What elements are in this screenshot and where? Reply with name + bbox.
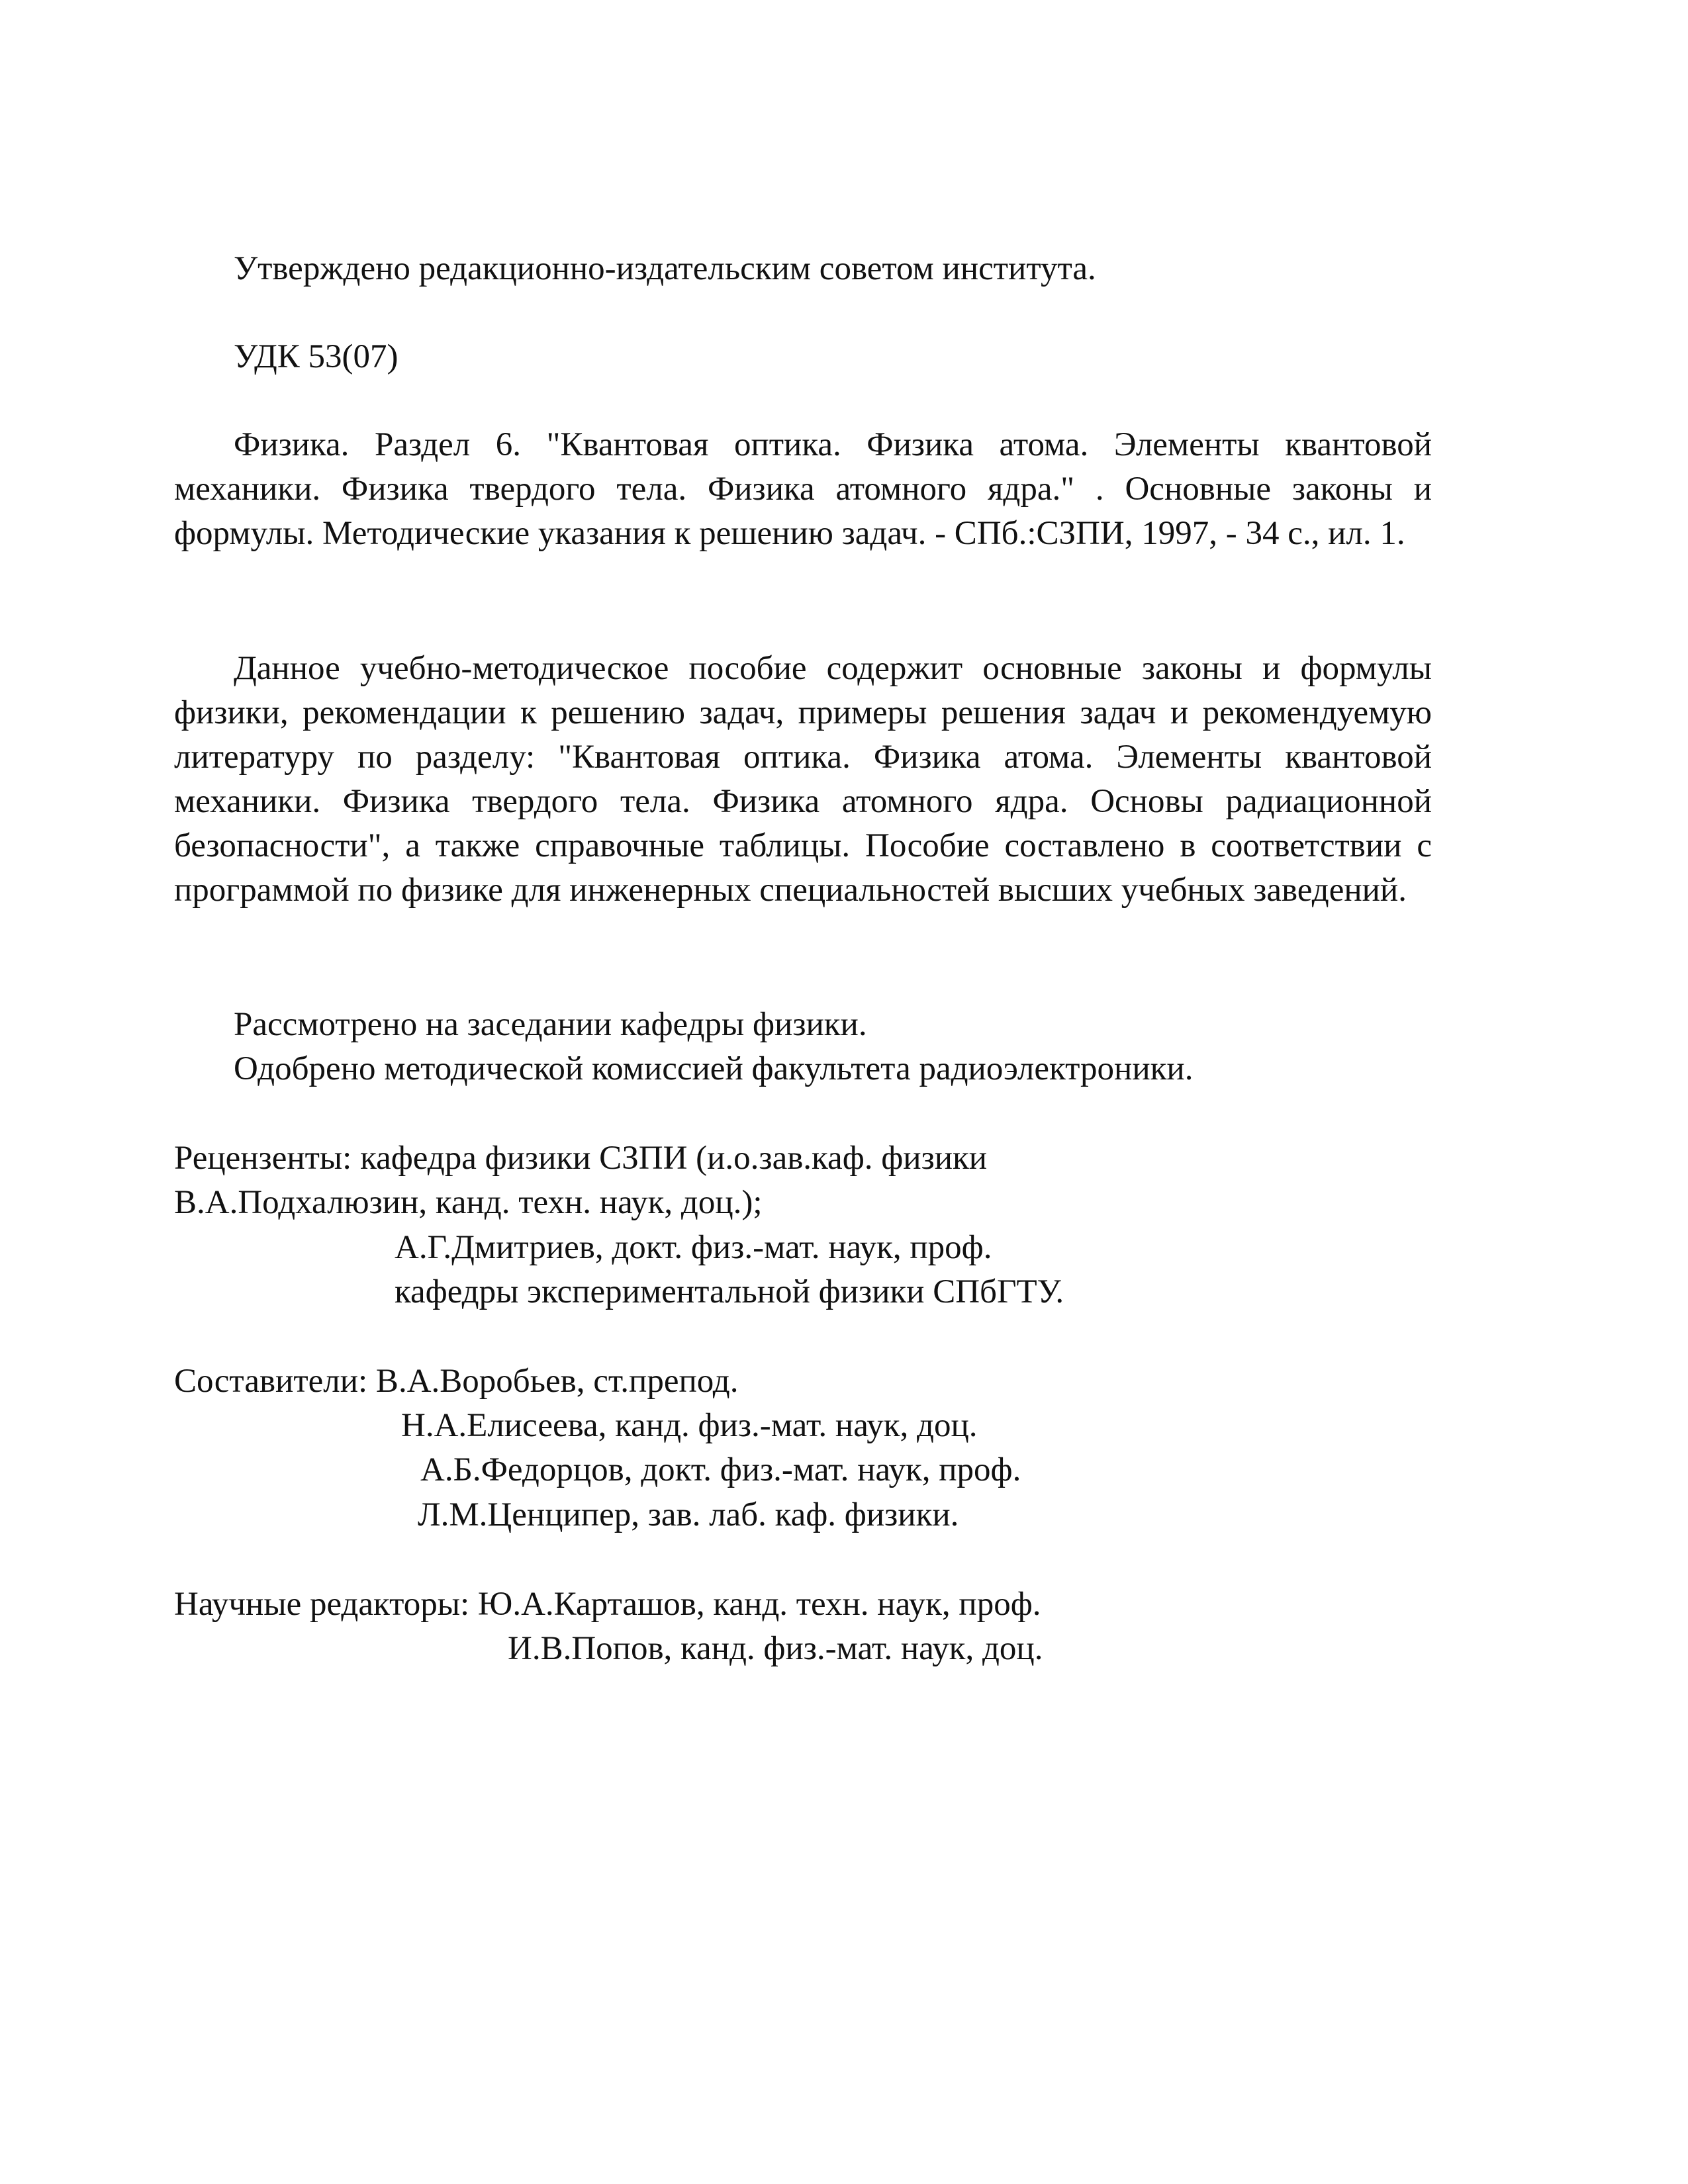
compilers-line-1: Составители: В.А.Воробьев, ст.препод. [174,1363,739,1400]
udk-code: УДК 53(07) [234,338,399,375]
reviewers-line-3: А.Г.Дмитриев, докт. физ.-мат. наук, проф. [395,1229,992,1266]
editors-line-1: Научные редакторы: Ю.А.Карташов, канд. техн. наук, проф. [174,1586,1041,1623]
approved-line: Одобрено методической комиссией факультета радиоэлектроники. [234,1050,1194,1087]
editors-line-2: И.В.Попов, канд. физ.-мат. наук, доц. [508,1630,1043,1667]
abstract-paragraph [174,647,1432,913]
compilers-line-3: А.Б.Федорцов, докт. физ.-мат. наук, проф. [420,1451,1021,1488]
compilers-line-4: Л.М.Ценципер, зав. лаб. каф. физики. [418,1496,959,1533]
abstract-text: Данное учебно-методическое пособие содержит основные законы и формулы физики, рекомендации к решению задач, примеры решения задач и рекомендуемую литературу по разделу: "Квантовая оптика. Физика атома. Элементы квантовой механики. Физика твердого тела. Физика атомного ядра. Основы радиационной безопасности", а также справочные таблицы. Пособие составлено в соответствии с программой по физике для инженерных специальностей высших учебных заведений. [174,650,1432,909]
reviewers-line-4: кафедры экспериментальной физики СПбГТУ. [395,1273,1064,1310]
citation-text: Физика. Раздел 6. "Квантовая оптика. Физика атома. Элементы квантовой механики. Физика твердого тела. Физика атомного ядра." . Основные законы и формулы. Методические указания к решению задач. - СПб.:СЗПИ, 1997, - 34 с., ил. 1. [174,426,1432,552]
reviewers-line-2: В.А.Подхалюзин, канд. техн. наук, доц.); [174,1184,763,1221]
approval-line: Утверждено редакционно-издательским советом института. [234,250,1096,287]
compilers-line-2: Н.А.Елисеева, канд. физ.-мат. наук, доц. [401,1407,978,1444]
citation-paragraph [174,423,1432,556]
reviewed-line: Рассмотрено на заседании кафедры физики. [234,1006,867,1043]
reviewers-line-1: Рецензенты: кафедра физики СЗПИ (и.о.зав.каф. физики [174,1140,988,1177]
